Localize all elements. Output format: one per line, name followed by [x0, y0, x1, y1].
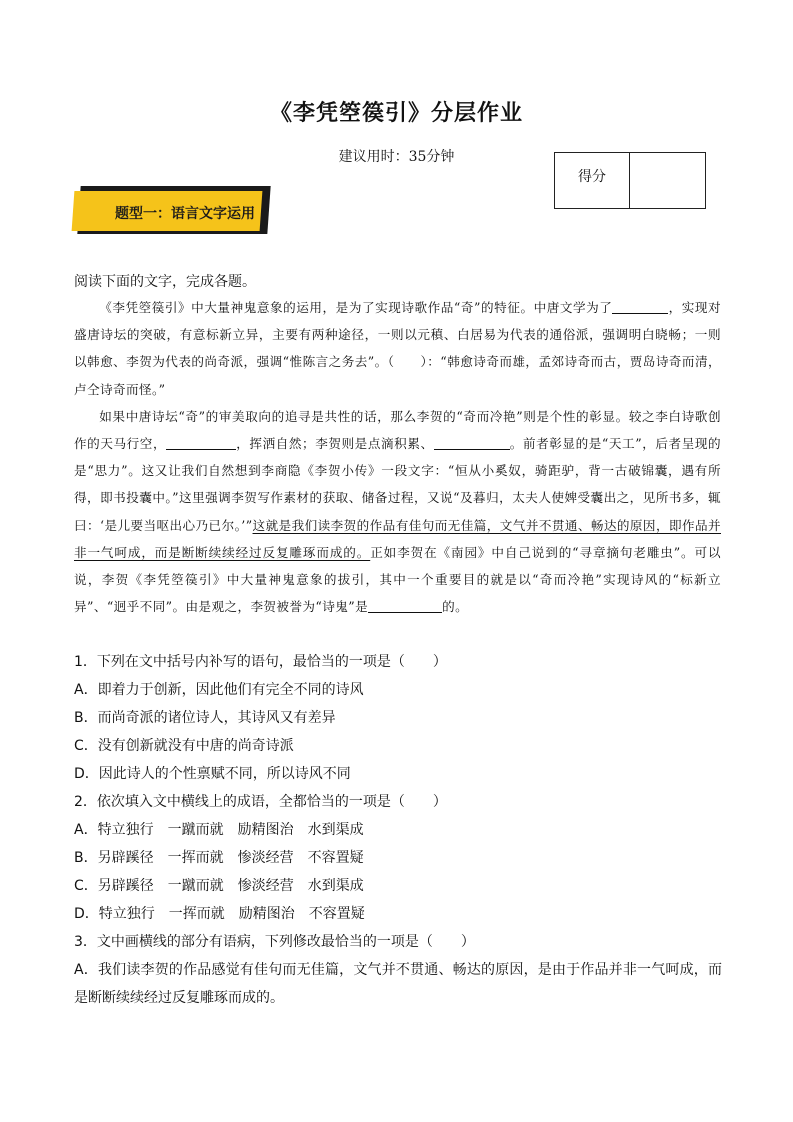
instruction-text: 阅读下面的文字，完成各题。: [74, 274, 256, 290]
question-2-option-a: A．特立独行 一蹴而就 励精图治 水到渠成: [74, 822, 364, 838]
score-box: [554, 152, 706, 209]
question-list: [74, 648, 722, 1012]
question-2-option-c: C．另辟蹊径 一蹴而就 惨淡经营 水到渠成: [74, 878, 364, 894]
fill-blank-3: [434, 435, 510, 450]
passage-text: 。前者彰显的是“天工”，后者呈现的是“思力”。这又让我们自然想到李商隐《李贺小传》一段文字：“恒从小奚奴，骑距驴，背一古破锦囊，遇有所得，即书投囊中。”这里强调李贺写作素材的获取、储备过程，又说“及暮归，太夫人使婢受囊出之，见所书多，辄曰：‘是儿要当呕出心乃已尔。’”: [74, 436, 721, 533]
reading-passage: [74, 294, 721, 620]
passage-text: 如果中唐诗坛“奇”的审美取向的追寻是共性的话，那么李贺的“奇而冷艳”则是个性的彰显。较之李白诗歌创作的天马行空，: [74, 408, 721, 452]
passage-text: ，挥洒自然；李贺则是点滴积累、: [236, 436, 434, 452]
document-title: 《李凭箜篌引》分层作业: [269, 101, 523, 126]
question-2-option-b: B．另辟蹊径 一挥而就 惨淡经营 不容置疑: [74, 850, 364, 866]
passage-paragraph-2: [74, 403, 721, 621]
question-3-option-a: A．我们读李贺的作品感觉有佳句而无佳篇，文气并不贯通、畅达的原因，是由于作品并非一气呵成，而是断断续续经过反复雕琢而成的。: [74, 962, 722, 1006]
score-label: 得分: [555, 153, 630, 208]
fill-blank-1: [612, 299, 668, 314]
underlined-sentence: 这就是我们读李贺的作品有佳句而无佳篇，文气并不贯通、畅达的原因，即作品并非一气呵成，而是断断续续经过反复雕琢而成的。: [74, 517, 721, 560]
question-1-option-d: D．因此诗人的个性禀赋不同，所以诗风不同: [74, 766, 351, 782]
passage-text: ，实现对盛唐诗坛的突破，有意标新立异，主要有两种途径，一则以元稹、白居易为代表的通俗派，强调明白晓畅；一则以韩愈、李贺为代表的尚奇派，强调“惟陈言之务去”。（ ）：“韩愈诗奇而雄，孟郊诗奇而古，贾岛诗奇而清，卢仝诗奇而怪。”: [74, 300, 721, 397]
question-3: 3．文中画横线的部分有语病，下列修改最恰当的一项是（ ）: [74, 934, 475, 950]
passage-paragraph-1: [74, 294, 721, 403]
suggested-time: 建议用时：35分钟: [338, 149, 455, 165]
question-1-option-b: B．而尚奇派的诸位诗人，其诗风又有差异: [74, 710, 336, 726]
section-label: 题型一：语言文字运用: [115, 206, 255, 222]
question-1-option-a: A．即着力于创新，因此他们有完全不同的诗风: [74, 682, 364, 698]
question-1: 1．下列在文中括号内补写的语句，最恰当的一项是（ ）: [74, 654, 447, 670]
section-banner: [73, 186, 269, 234]
question-2-option-d: D．特立独行 一挥而就 励精图治 不容置疑: [74, 906, 365, 922]
question-1-option-c: C．没有创新就没有中唐的尚奇诗派: [74, 738, 294, 754]
question-2: 2．依次填入文中横线上的成语，全都恰当的一项是（ ）: [74, 794, 447, 810]
passage-text: 《李凭箜篌引》中大量神鬼意象的运用，是为了实现诗歌作品“奇”的特征。中唐文学为了: [99, 300, 613, 315]
passage-text: 正如李贺在《南园》中自己说到的“寻章摘句老雕虫”。可以说，李贺《李凭箜篌引》中大量神鬼意象的拔引，其中一个重要目的就是以“奇而冷艳”实现诗风的“标新立异”、“迥乎不同”。由是观之，李贺被誉为“诗鬼”是: [74, 544, 721, 615]
score-value-cell: [630, 153, 705, 208]
fill-blank-4: [368, 598, 442, 613]
fill-blank-2: [166, 435, 236, 450]
passage-text: 的。: [442, 599, 469, 615]
